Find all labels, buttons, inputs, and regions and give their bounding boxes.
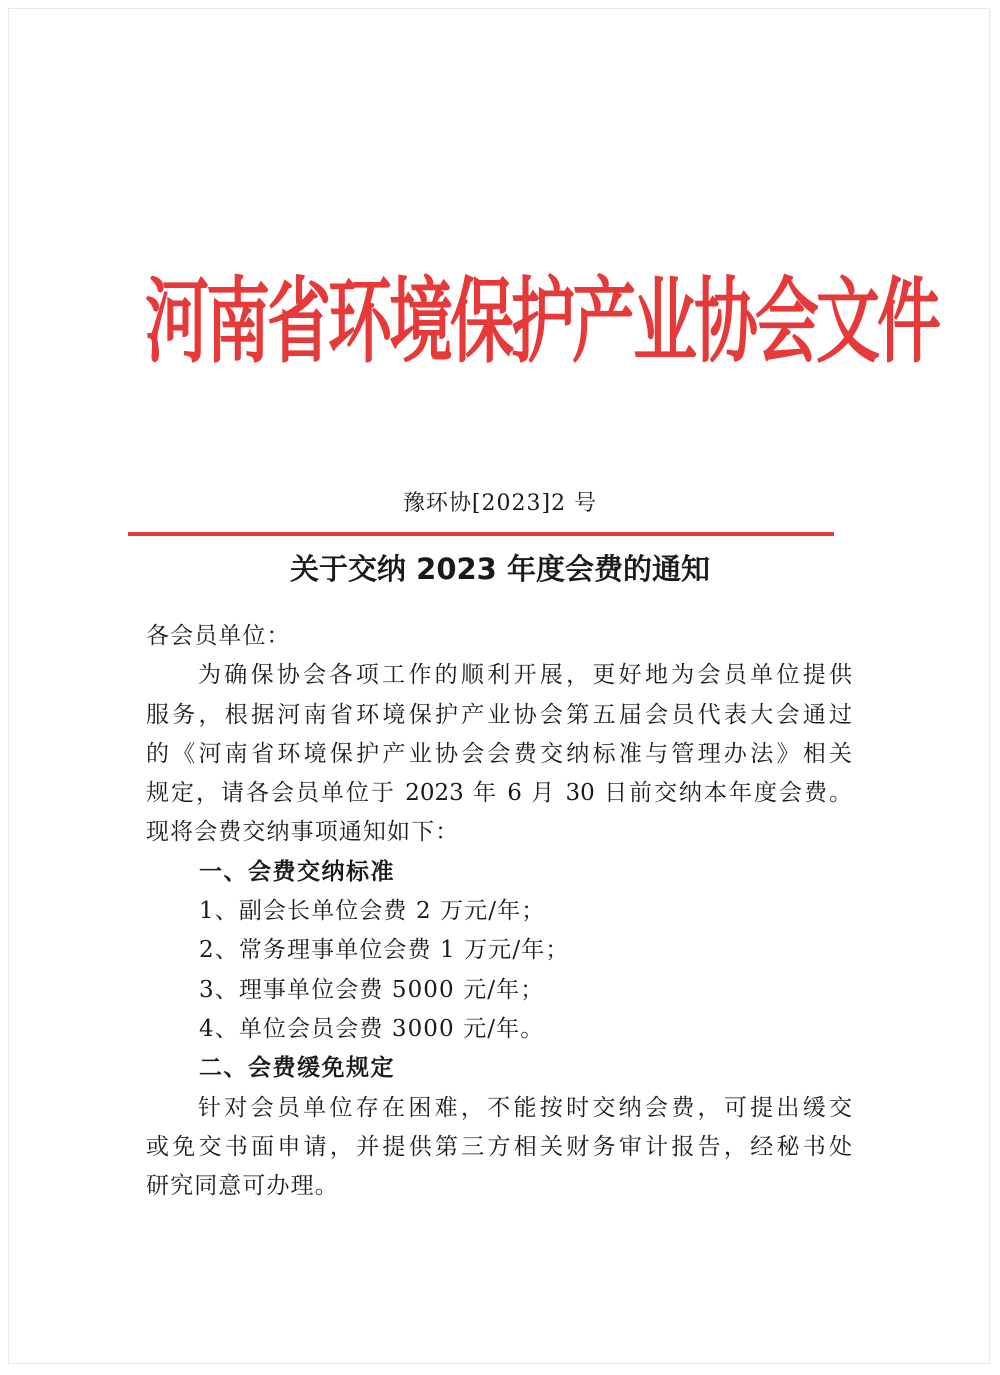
paragraph-line: 研究同意可办理。 (146, 1173, 339, 1200)
document-body (146, 617, 852, 1206)
document-number: 豫环协[2023]2 号 (402, 491, 598, 516)
section-heading: 二、会费缓免规定 (199, 1055, 395, 1082)
paragraph-line: 针对会员单位存在困难，不能按时交纳会费，可提出缓交 (198, 1094, 852, 1121)
list-item: 3、理事单位会费 5000 元/年； (199, 976, 545, 1003)
notice-title: 关于交纳 2023 年度会费的通知 (290, 552, 710, 586)
section-heading: 一、会费交纳标准 (199, 858, 395, 885)
paragraph-line: 现将会费交纳事项通知如下： (146, 819, 460, 846)
letterhead-title: 河南省环境保护产业协会文件 (145, 267, 938, 377)
list-item: 2、常务理事单位会费 1 万元/年； (199, 937, 570, 964)
paragraph-line: 规定，请各会员单位于 2023 年 6 月 30 日前交纳本年度会费。 (146, 780, 852, 807)
red-divider-line (128, 532, 834, 536)
paragraph-line: 服务，根据河南省环境保护产业协会第五届会员代表大会通过 (146, 701, 852, 728)
paragraph-line: 的《河南省环境保护产业协会会费交纳标准与管理办法》相关 (146, 740, 852, 767)
list-item: 4、单位会员会费 3000 元/年。 (199, 1015, 545, 1042)
paragraph-line: 为确保协会各项工作的顺利开展，更好地为会员单位提供 (198, 662, 852, 689)
paragraph-line: 或免交书面申请，并提供第三方相关财务审计报告，经秘书处 (146, 1133, 852, 1160)
list-item: 1、副会长单位会费 2 万元/年； (199, 898, 546, 925)
salutation: 各会员单位： (146, 623, 291, 649)
